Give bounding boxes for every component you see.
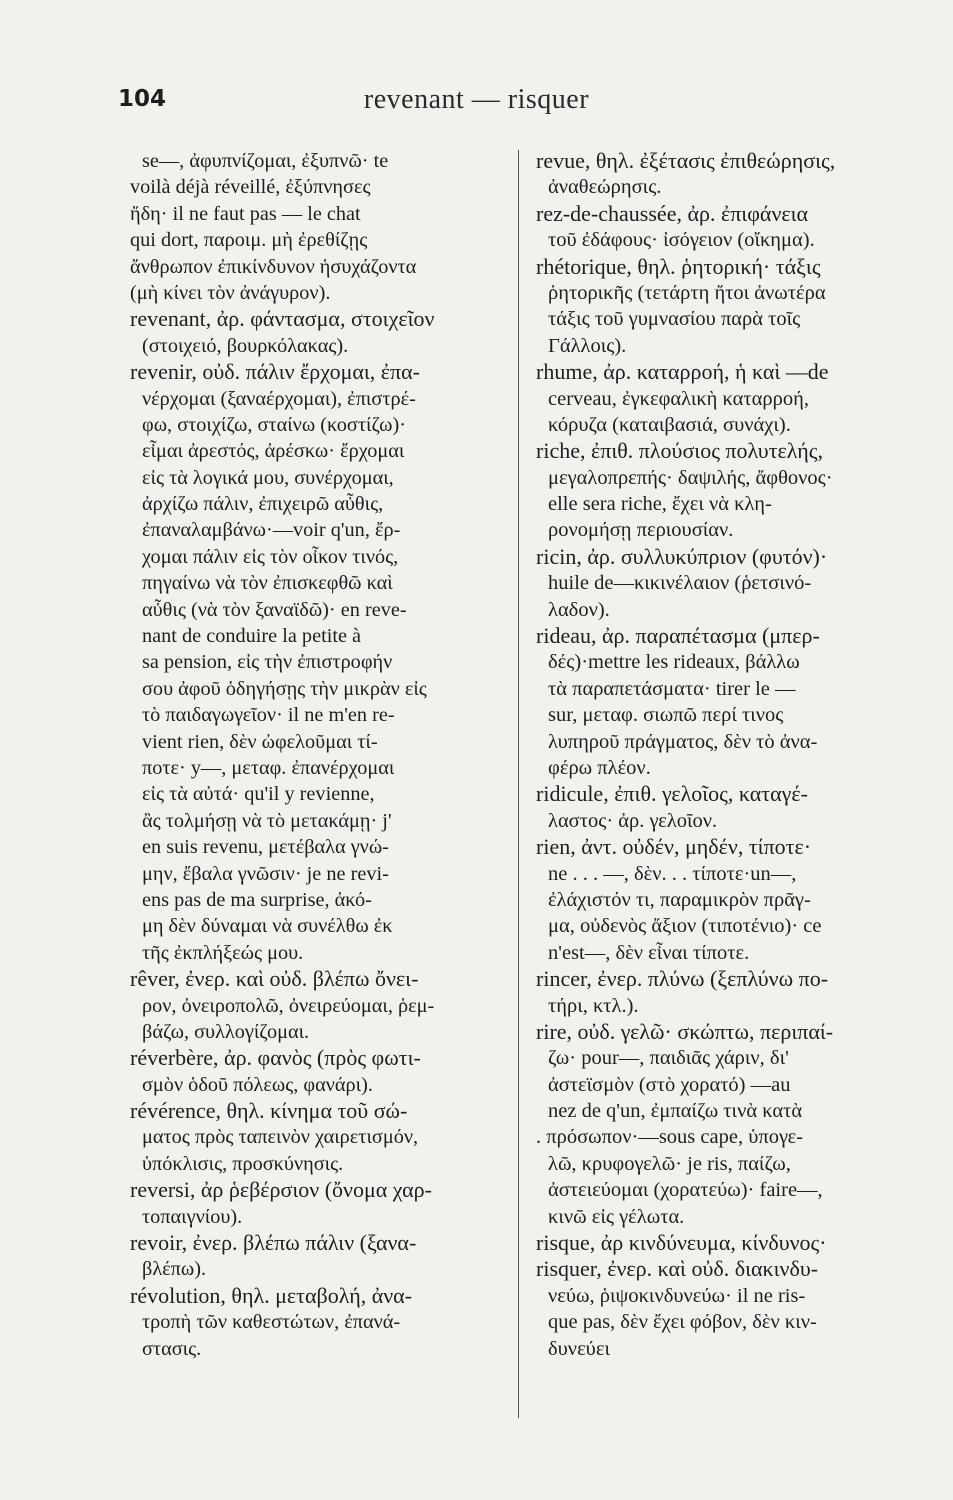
text-line: ne . . . —, δὲν. . . τίποτε·un—, — [548, 862, 797, 885]
text-line: κινῶ εἰς γέλωτα. — [548, 1205, 685, 1228]
text-line: μην, ἔβαλα γνῶσιν· je ne revi- — [142, 862, 389, 885]
text-line: τῆς ἐκπλήξεώς μου. — [142, 941, 304, 964]
text-line: (μὴ κίνει τὸν ἀνάγυρον). — [130, 281, 331, 304]
text-line: ρονομήσῃ περιουσίαν. — [548, 519, 734, 542]
text-line: nant de conduire la petite à — [142, 625, 362, 648]
text-line: τάξις τοῦ γυμνασίου παρὰ τοῖς — [548, 308, 801, 331]
text-line: τροπὴ τῶν καθεστώτων, ἐπανά- — [142, 1311, 401, 1334]
text-line: νεύω, ῥιψοκινδυνεύω· il ne ris- — [548, 1284, 806, 1307]
text-line: ζω· pour—, παιδιᾶς χάριν, δι' — [548, 1047, 789, 1070]
entry-headword-line: risque, ἀρ κινδύνευμα, κίνδυνος· — [536, 1230, 827, 1256]
text-line: qui dort, παροιμ. μὴ ἐρεθίζῃς — [130, 229, 368, 252]
text-line: τοπαιγνίου). — [142, 1205, 243, 1228]
text-line: ἐπαναλαμβάνω·—voir q'un, ἔρ- — [142, 519, 401, 542]
entry-headword-line: reversi, ἀρ ῥεβέρσιον (ὄνομα χαρ- — [130, 1177, 432, 1203]
text-line: ἂς τολμήσῃ νὰ τὸ μετακάμῃ· j' — [142, 809, 392, 832]
text-line: βάζω, συλλογίζομαι. — [142, 1020, 310, 1043]
text-line: πηγαίνω νὰ τὸν ἐπισκεφθῶ καὶ — [142, 572, 393, 595]
page-header — [0, 82, 953, 122]
text-line: que pas, δὲν ἔχει φόβον, δὲν κιν- — [548, 1311, 817, 1334]
entry-headword-line: rhume, ἀρ. καταρροή, ἡ καὶ —de — [536, 359, 829, 385]
text-line: λῶ, κρυφογελῶ· je ris, παίζω, — [548, 1152, 791, 1175]
entry-headword-line: risquer, ἐνερ. καὶ οὐδ. διακινδυ- — [536, 1256, 819, 1282]
entry-headword-line: rez-de-chaussée, ἀρ. ἐπιφάνεια — [536, 200, 809, 226]
text-line: ἀρχίζω πάλιν, ἐπιχειρῶ αὖθις, — [142, 493, 384, 516]
text-line: ἀναθεώρησις. — [548, 176, 662, 199]
entry-headword-line: rien, ἀντ. οὐδέν, μηδέν, τίποτε· — [536, 834, 812, 860]
text-line: en suis revenu, μετέβαλα γνώ- — [142, 836, 389, 859]
text-line: εἰς τὰ λογικά μου, συνέρχομαι, — [142, 466, 394, 489]
text-line: τήρι, κτλ.). — [548, 994, 639, 1017]
entry-headword-line: ridicule, ἐπιθ. γελοῖος, καταγέ- — [536, 781, 808, 807]
entry-headword-line: rideau, ἀρ. παραπέτασμα (μπερ- — [536, 623, 820, 649]
text-line: λαδον). — [548, 598, 610, 621]
text-line: ματος πρὸς ταπεινὸν χαιρετισμόν, — [142, 1126, 419, 1149]
column-divider — [518, 150, 519, 1418]
running-title: revenant — risquer — [363, 84, 590, 115]
text-line: cerveau, ἐγκεφαλικὴ καταρροή, — [548, 387, 809, 410]
entry-headword-line: rêver, ἐνερ. καὶ οὐδ. βλέπω ὄνει- — [130, 966, 419, 992]
text-line: λυπηροῦ πράγματος, δὲν τὸ ἀνα- — [548, 730, 818, 753]
entry-headword-line: revue, θηλ. ἐξέτασις ἐπιθεώρησις, — [536, 148, 836, 173]
text-line: sa pension, εἰς τὴν ἐπιστροφήν — [142, 651, 393, 674]
text-line: (στοιχειό, βουρκόλακας). — [142, 334, 349, 357]
entry-headword-line: réverbère, ἀρ. φανὸς (πρὸς φωτι- — [130, 1045, 421, 1071]
text-line: τὸ παιδαγωγεῖον· il ne m'en re- — [142, 704, 395, 727]
text-line: voilà déjà réveillé, ἐξύπνησες — [130, 176, 371, 199]
text-line: ρον, ὀνειροπολῶ, ὀνειρεύομαι, ῥεμ- — [142, 994, 435, 1017]
text-line: ῥητορικῆς (τετάρτη ἤτοι ἀνωτέρα — [548, 281, 826, 304]
text-line: χομαι πάλιν εἰς τὸν οἶκον τινός, — [142, 545, 399, 568]
entry-headword-line: revenir, οὐδ. πάλιν ἔρχομαι, ἐπα- — [130, 359, 421, 385]
text-line: σου ἀφοῦ ὁδηγήσῃς τὴν μικρὰν εἰς — [142, 677, 427, 700]
text-line: n'est—, δὲν εἶναι τίποτε. — [548, 941, 750, 964]
text-line: elle sera riche, ἔχει νὰ κλη- — [548, 493, 772, 516]
text-line: νέρχομαι (ξαναέρχομαι), ἐπιστρέ- — [142, 387, 416, 410]
text-line: στασις. — [142, 1337, 202, 1360]
text-line: δές)·mettre les rideaux, βάλλω — [548, 651, 800, 674]
text-line: κόρυζα (καταιβασιά, συνάχι). — [548, 413, 791, 436]
text-line: φω, στοιχίζω, σταίνω (κοστίζω)· — [142, 413, 406, 436]
text-line: ἄνθρωπον ἐπικίνδυνον ἡσυχάζοντα — [130, 255, 417, 278]
text-line: εἰς τὰ αὐτά· qu'il y revienne, — [142, 783, 375, 806]
text-line: . πρόσωπον·—sous cape, ὑπογε- — [536, 1126, 804, 1149]
entry-headword-line: révérence, θηλ. κίνημα τοῦ σώ- — [130, 1098, 408, 1124]
text-line: ἀστειεύομαι (χορατεύω)· faire—, — [548, 1179, 823, 1202]
text-line: λαστος· ἀρ. γελοῖον. — [548, 809, 718, 832]
text-line: ποτε· y—, μεταφ. ἐπανέρχομαι — [142, 756, 395, 779]
left-column — [130, 148, 510, 1362]
text-line: αὖθις (νὰ τὸν ξαναϊδῶ)· en reve- — [142, 598, 407, 621]
text-line: ὑπόκλισις, προσκύνησις. — [142, 1152, 344, 1175]
text-line: σμὸν ὁδοῦ πόλεως, φανάρι). — [142, 1073, 373, 1096]
text-line: μη δὲν δύναμαι νὰ συνέλθω ἐκ — [142, 915, 393, 938]
text-line: sur, μεταφ. σιωπῶ περί τινος — [548, 704, 784, 727]
entry-headword-line: riche, ἐπιθ. πλούσιος πολυτελής, — [536, 438, 823, 464]
text-line: vient rien, δὲν ὠφελοῦμαι τί- — [142, 730, 378, 753]
text-line: nez de q'un, ἐμπαίζω τινὰ κατὰ — [548, 1100, 803, 1123]
text-line: Γάλλοις). — [548, 334, 627, 357]
entry-headword-line: rire, οὐδ. γελῶ· σκώπτω, περιπαί- — [536, 1018, 834, 1044]
entry-headword-line: révolution, θηλ. μεταβολή, ἀνα- — [130, 1282, 413, 1308]
entry-headword-line: revoir, ἐνερ. βλέπω πάλιν (ξανα- — [130, 1230, 417, 1256]
text-line: τοῦ ἐδάφους· ἰσόγειον (οἴκημα). — [548, 229, 815, 252]
page-number: 104 — [118, 86, 167, 112]
entry-headword-line: ricin, ἀρ. συλλυκύπριον (φυτόν)· — [536, 543, 828, 569]
right-column — [536, 148, 916, 1362]
text-line: φέρω πλέον. — [548, 756, 651, 779]
entry-headword-line: rincer, ἐνερ. πλύνω (ξεπλύνω πο- — [536, 966, 829, 992]
text-line: μα, οὐδενὸς ἄξιον (τιποτένιο)· ce — [548, 915, 822, 938]
text-line: ἐλάχιστόν τι, παραμικρὸν πρᾶγ- — [548, 888, 811, 911]
text-line: huile de—κικινέλαιον (ῥετσινό- — [548, 572, 812, 595]
text-line: εἶμαι ἀρεστός, ἀρέσκω· ἔρχομαι — [142, 440, 405, 463]
text-line: μεγαλοπρεπής· δαψιλής, ἄφθονος· — [548, 466, 833, 489]
entry-headword-line: rhétorique, θηλ. ῥητορική· τάξις — [536, 253, 821, 279]
text-line: ens pas de ma surprise, ἀκό- — [142, 888, 372, 911]
text-line: βλέπω). — [142, 1258, 207, 1281]
text-line: ἤδη· il ne faut pas — le chat — [130, 202, 361, 225]
text-line: ἀστεϊσμὸν (στὸ χορατό) —au — [548, 1073, 791, 1096]
text-line: se—, ἀφυπνίζομαι, ἐξυπνῶ· te — [142, 150, 389, 172]
text-line: τὰ παραπετάσματα· tirer le — — [548, 677, 796, 700]
entry-headword-line: revenant, ἀρ. φάντασμα, στοιχεῖον — [130, 306, 435, 332]
text-line: δυνεύει — [548, 1337, 610, 1360]
